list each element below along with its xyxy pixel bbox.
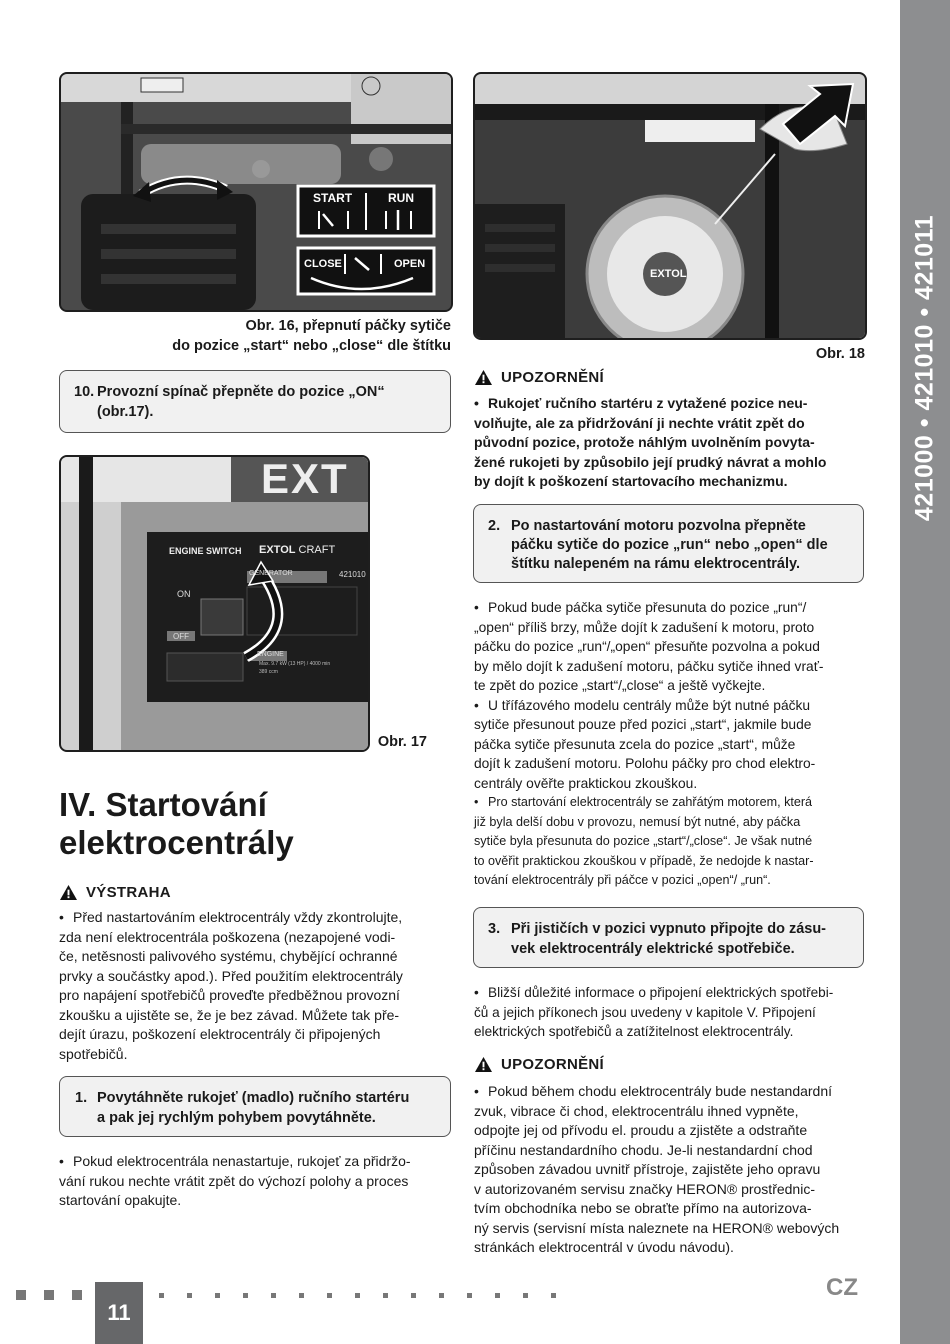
text-line: vání rukou nechte vrátit zpět do výchozí polohy a proces xyxy=(59,1172,409,1189)
footer-dot xyxy=(411,1293,416,1298)
section-title-line2: elektrocentrály xyxy=(59,824,294,861)
step-2-box xyxy=(473,504,864,583)
text-line: • Pokud během chodu elektrocentrály bude nestandardní xyxy=(474,1083,833,1099)
text-line: volňujte, ale za přidržování ji nechte vrátit zpět do xyxy=(474,414,805,431)
page-number: 11 xyxy=(95,1282,143,1344)
text-line: způsoben závadou uvnitř přístroje, zajistěte jeho opravu xyxy=(474,1161,821,1177)
generator-label: GENERATOR xyxy=(249,570,293,577)
step-2-line1: Po nastartování motoru pozvolna přepněte xyxy=(511,518,806,534)
language-code: CZ xyxy=(826,1274,858,1301)
figure-18-photo xyxy=(473,72,867,340)
footer-square xyxy=(16,1290,26,1300)
step-1-line2: a pak jej rychlým pohybem povytáhněte. xyxy=(97,1110,376,1126)
text-line: sytiče byla přesunuta do pozice „start“/„close“. Je však nutné xyxy=(474,834,813,848)
warning-triangle-icon xyxy=(59,884,78,901)
step-10-box xyxy=(59,370,451,433)
figure-16-caption xyxy=(59,316,451,356)
figure-18-caption: Obr. 18 xyxy=(815,346,865,362)
run-label: RUN xyxy=(388,191,414,205)
text-line: stránkách elektrocentrál v úvodu návodu). xyxy=(474,1239,734,1255)
text-line: by mělo dojít k zadušení motoru, páčku sytiče ihned vrať- xyxy=(474,658,824,674)
text-line: elektrických spotřebičů a zatížitelnost elektrocentrály. xyxy=(474,1024,794,1039)
figure-16-caption-line1: Obr. 16, přepnutí páčky sytiče xyxy=(245,318,451,334)
text-line: spotřebičů. xyxy=(59,1045,128,1062)
text-line: sytiče přesunout pouze před pozici „start“, jakmile bude xyxy=(474,717,812,732)
warning-triangle-icon xyxy=(474,369,493,386)
warning-left-text xyxy=(59,908,465,1064)
footer-dot xyxy=(271,1293,276,1298)
text-line: • Pokud bude páčka sytiče přesunuta do pozice „run“/ xyxy=(474,600,807,615)
footer-dot xyxy=(551,1293,556,1298)
warning-title: UPOZORNĚNÍ xyxy=(501,369,605,386)
text-line: • Pro startování elektrocentrály se zahřátým motorem, která xyxy=(474,795,813,809)
text-line: to ověřit praktickou zkouškou v případě, že nedojde k nastar- xyxy=(474,853,814,868)
text-line: centrály ověřte praktickou zkouškou. xyxy=(474,775,698,791)
text-line: pro napájení spotřebičů proveďte předběžnou provozní xyxy=(59,987,400,1003)
warning-title: UPOZORNĚNÍ xyxy=(501,1056,605,1073)
step-1-number: 1. xyxy=(75,1090,88,1106)
text-line: v autorizovaném servisu značky HERON® prostřednic- xyxy=(474,1180,815,1197)
footer-dot xyxy=(523,1293,528,1298)
engine-displacement: 389 ccm xyxy=(259,669,278,675)
step-1-box xyxy=(59,1076,451,1137)
text-line: žené rukojeti by způsobilo její prudký návrat a mohlo xyxy=(474,453,827,470)
warning-triangle-icon xyxy=(474,1056,493,1073)
close-label: CLOSE xyxy=(304,258,342,270)
text-line: • Rukojeť ručního startéru z vytažené pozice neu- xyxy=(474,395,808,411)
text-line: páčka sytiče přesunuta zcela do pozice „start“, může xyxy=(474,736,796,752)
model-sidebar xyxy=(900,0,950,1344)
engine-label: ENGINE xyxy=(257,651,284,658)
step-3-line1: Při jističích v pozici vypnuto připojte do zásu- xyxy=(511,921,827,937)
text-line: • U třífázového modelu centrály může být nutné páčku xyxy=(474,697,811,713)
text-line: • Pokud elektrocentrála nenastartuje, rukojeť za přidržo- xyxy=(59,1153,411,1169)
bullet-warm-engine xyxy=(474,793,872,891)
start-label: START xyxy=(313,191,353,205)
figure-16-photo xyxy=(59,72,453,312)
text-line: dojít k zadušení motoru. Polohu páčky pro chod elektro- xyxy=(474,756,816,771)
bullet-three-phase xyxy=(474,696,872,794)
warning-heading-vystraha xyxy=(59,884,171,901)
warning-heading-upozorneni-1 xyxy=(474,369,604,386)
section-title-line1: IV. Startování xyxy=(59,786,267,823)
right-bullets xyxy=(474,598,872,891)
step-2-line3: štítku nalepeném na rámu elektrocentrály. xyxy=(511,556,801,572)
text-line: te zpět do pozice „start“/„close“ a ještě vyčkejte. xyxy=(474,678,766,693)
footer-dot xyxy=(243,1293,248,1298)
warning-right-1-text xyxy=(474,394,886,492)
bullet-after-step-1 xyxy=(59,1152,465,1211)
text-line: zkoušku a ujistěte se, že je bez závad. Můžete tak pře- xyxy=(59,1006,400,1023)
text-line: „open“ příliš brzy, může dojít k zadušení k motoru, proto xyxy=(474,619,815,635)
step-3-number: 3. xyxy=(488,921,501,937)
warning-title: VÝSTRAHA xyxy=(86,884,171,901)
footer-square xyxy=(44,1290,54,1300)
section-title xyxy=(59,786,294,862)
model-label: 421010 xyxy=(339,570,366,579)
open-label: OPEN xyxy=(394,258,426,270)
footer-dot xyxy=(299,1293,304,1298)
text-line: ný servis (servisní místa naleznete na HERON® webových xyxy=(474,1219,840,1236)
text-line: odpojte jej od přívodu el. proudu a zjistěte a odstraňte xyxy=(474,1122,808,1138)
step-10-number: 10. xyxy=(74,384,95,400)
step-1-line1: Povytáhněte rukojeť (madlo) ručního startéru xyxy=(97,1090,410,1106)
footer-square xyxy=(72,1290,82,1300)
brand-name: EXTOL xyxy=(259,544,296,556)
step-2-line2: páčku sytiče do pozice „run“ nebo „open“ dle xyxy=(511,537,828,553)
footer-dot xyxy=(215,1293,220,1298)
step-10-line1: Provozní spínač přepněte do pozice „ON“ xyxy=(97,384,385,400)
bullet-after-step-3 xyxy=(474,983,886,1042)
text-line: původní pozice, protože náhlým uvolněním povyta- xyxy=(474,434,815,450)
footer-dot xyxy=(327,1293,332,1298)
text-line: tvím obchodníka nebo se obraťte přímo na autorizova- xyxy=(474,1200,812,1216)
figure-17-caption: Obr. 17 xyxy=(377,734,427,750)
text-line: čů a jejich příkonech jsou uvedeny v kapitole V. Připojení xyxy=(474,1004,816,1020)
starter-logo: EXTOL xyxy=(650,268,687,280)
warning-right-2-text xyxy=(474,1082,886,1258)
footer-dot xyxy=(495,1293,500,1298)
step-10-line2: (obr.17). xyxy=(97,404,154,420)
text-line: • Bližší důležité informace o připojení elektrických spotřebi- xyxy=(474,985,834,1000)
engine-switch-title: ENGINE SWITCH xyxy=(169,546,242,556)
footer-dot xyxy=(439,1293,444,1298)
on-label: ON xyxy=(177,589,191,599)
step-3-line2: vek elektrocentrály elektrické spotřebiče. xyxy=(511,941,795,957)
brand-label xyxy=(259,544,335,556)
footer-dot xyxy=(159,1293,164,1298)
text-line: zda není elektrocentrála poškozena (nezapojené vodi- xyxy=(59,928,396,945)
figure-16-caption-line2: do pozice „start“ nebo „close“ dle štítku xyxy=(172,338,451,354)
step-2-number: 2. xyxy=(488,518,501,534)
footer-dot xyxy=(187,1293,192,1298)
text-line: tování elektrocentrály při páčce v pozici „open“/ „run“. xyxy=(474,873,771,887)
figure-17-photo xyxy=(59,455,370,752)
brand-suffix: CRAFT xyxy=(298,544,336,556)
text-line: če, netěsnosti palivového systému, chybějící ochranné xyxy=(59,948,398,964)
step-3-box xyxy=(473,907,864,968)
footer-dot xyxy=(383,1293,388,1298)
engine-spec: Max. 9.7 kW (13 HP) / 4000 min xyxy=(259,661,331,667)
footer-dot xyxy=(355,1293,360,1298)
footer-dot xyxy=(467,1293,472,1298)
text-line: zvuk, vibrace či chod, elektrocentrálu ihned vypněte, xyxy=(474,1102,799,1119)
text-line: • Před nastartováním elektrocentrály vždy zkontrolujte, xyxy=(59,909,403,925)
text-line: již byla delší dobu v provozu, nemusí být nutné, aby páčka xyxy=(474,814,801,829)
big-logo: EXT xyxy=(261,455,349,502)
text-line: příčinu nestandardního chodu. Je-li nestandardní chod xyxy=(474,1141,813,1158)
off-label: OFF xyxy=(173,632,189,641)
model-codes: 421000 • 421010 • 421011 xyxy=(910,214,939,522)
text-line: dejít úrazu, poškození elektrocentrály či připojených xyxy=(59,1026,381,1042)
text-line: prvky a součástky apod.). Před použitím elektrocentrály xyxy=(59,967,403,984)
warning-heading-upozorneni-2 xyxy=(474,1056,604,1073)
text-line: páčku do pozice „run“/„open“ přesuňte pozvolna a pokud xyxy=(474,639,820,654)
text-line: by dojít k poškození startovacího mechanizmu. xyxy=(474,473,788,489)
bullet-choke-early xyxy=(474,598,872,696)
text-line: startování opakujte. xyxy=(59,1192,182,1208)
